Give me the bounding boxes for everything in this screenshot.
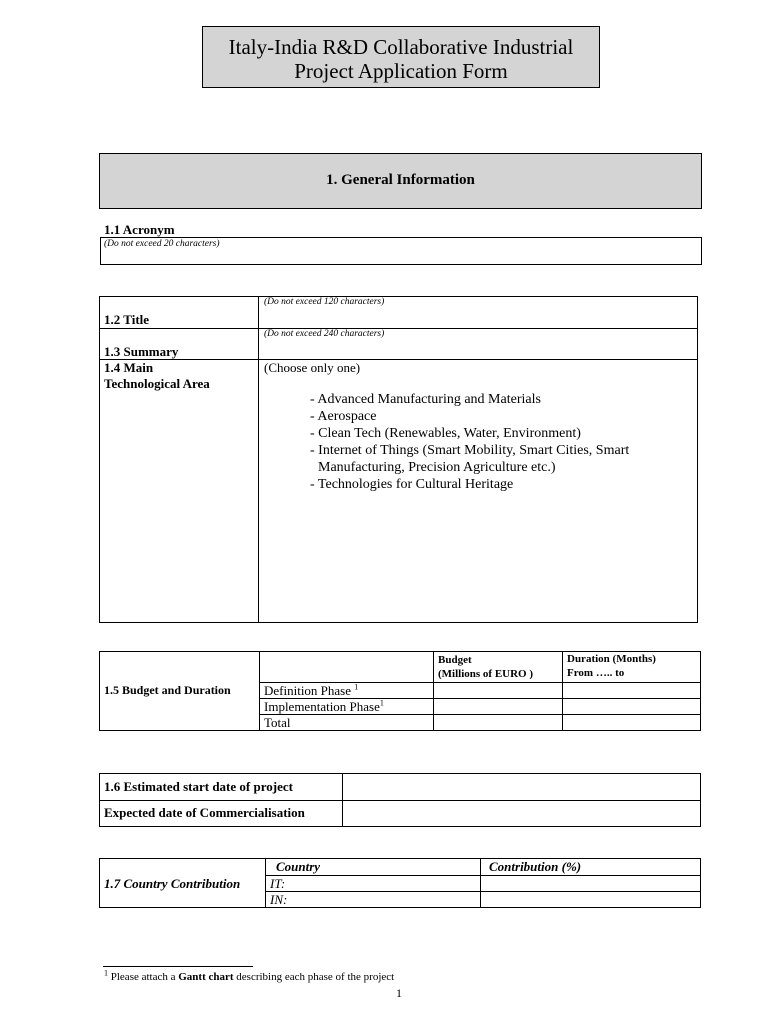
section-heading: 1. General Information (99, 153, 702, 209)
country-label: 1.7 Country Contribution (104, 876, 241, 891)
title-label: 1.2 Title (104, 312, 150, 327)
summary-note: (Do not exceed 240 characters) (264, 329, 385, 339)
summary-label: 1.3 Summary (104, 344, 179, 359)
footnote-ref: 1 (379, 698, 384, 708)
tech-option-cleantech[interactable]: - Clean Tech (Renewables, Water, Environment) (310, 426, 581, 441)
tech-area-label (104, 360, 210, 392)
title-input[interactable] (264, 297, 694, 327)
tech-area-label-line1: 1.4 Main (104, 360, 154, 375)
implementation-duration-input[interactable] (563, 699, 700, 714)
tech-option-manufacturing[interactable]: - Advanced Manufacturing and Materials (310, 392, 541, 407)
duration-col-header-line2: From ….. to (567, 667, 625, 679)
footnote (104, 968, 395, 983)
footnote-separator (103, 966, 253, 967)
acronym-field[interactable] (100, 237, 702, 265)
country-in-label: IN: (270, 892, 288, 907)
contribution-it-input[interactable] (481, 876, 700, 891)
commercialisation-date-input[interactable] (343, 801, 700, 826)
form-title (202, 26, 600, 88)
duration-col-header (567, 652, 656, 680)
contribution-in-input[interactable] (481, 892, 700, 907)
definition-phase-text: Definition Phase (264, 683, 352, 698)
implementation-phase-text: Implementation Phase (264, 699, 380, 714)
form-title-line1: Italy-India R&D Collaborative Industrial (228, 35, 574, 59)
implementation-budget-input[interactable] (434, 699, 562, 714)
total-label: Total (264, 715, 291, 730)
acronym-label: 1.1 Acronym (104, 222, 175, 237)
start-date-input[interactable] (343, 774, 700, 800)
tech-area-options[interactable] (310, 391, 680, 493)
country-it-label: IT: (270, 876, 286, 891)
tech-area-instruction: (Choose only one) (264, 360, 361, 375)
contribution-col-header: Contribution (%) (489, 859, 582, 874)
footnote-text-after: describing each phase of the project (233, 971, 395, 983)
footnote-text-before: Please attach a (110, 971, 179, 983)
definition-budget-input[interactable] (434, 683, 562, 698)
tech-area-label-line2: Technological Area (104, 376, 210, 391)
implementation-phase-label (264, 699, 384, 715)
budget-label: 1.5 Budget and Duration (104, 683, 231, 697)
info-table-divider (258, 296, 259, 623)
definition-duration-input[interactable] (563, 683, 700, 698)
budget-col-divider (259, 651, 260, 731)
budget-col-header-line1: Budget (438, 654, 472, 666)
definition-phase-label (264, 683, 358, 699)
tech-option-aerospace[interactable]: - Aerospace (310, 409, 377, 424)
footnote-text-bold: Gantt chart (178, 971, 234, 983)
duration-col-header-line1: Duration (Months) (567, 653, 656, 665)
form-title-line2: Project Application Form (294, 59, 508, 83)
acronym-note: (Do not exceed 20 characters) (104, 239, 220, 249)
footnote-mark: 1 (104, 968, 108, 978)
tech-option-cultural-heritage[interactable]: - Technologies for Cultural Heritage (310, 477, 514, 492)
title-note: (Do not exceed 120 characters) (264, 297, 385, 307)
budget-col-header-line2: (Millions of EURO ) (438, 668, 534, 680)
budget-col-header (438, 653, 533, 681)
country-col-header: Country (276, 859, 321, 874)
summary-input[interactable] (264, 329, 694, 358)
country-divider (265, 858, 266, 908)
footnote-ref: 1 (354, 682, 359, 692)
tech-option-iot[interactable]: - Internet of Things (Smart Mobility, Smart Cities, Smart Manufacturing, Precision Agriculture etc.) (310, 443, 630, 475)
page-number: 1 (396, 986, 402, 1000)
total-budget-input[interactable] (434, 715, 562, 730)
total-duration-input[interactable] (563, 715, 700, 730)
commercialisation-label: Expected date of Commercialisation (104, 805, 305, 820)
start-date-label: 1.6 Estimated start date of project (104, 779, 293, 794)
